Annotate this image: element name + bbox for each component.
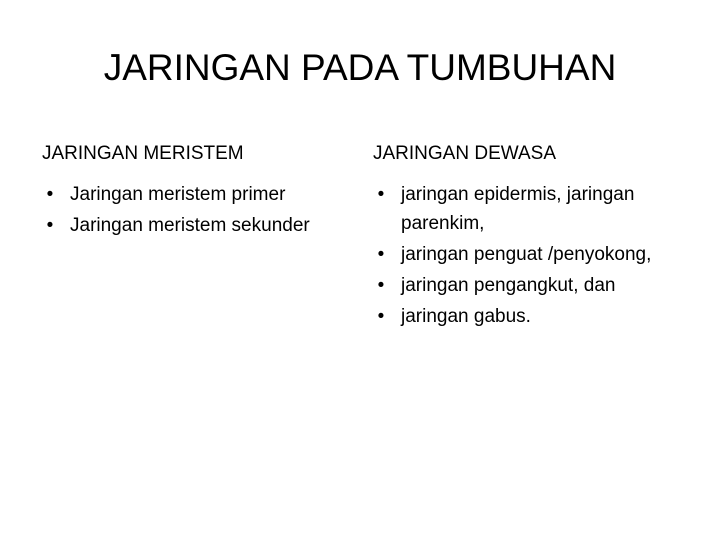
list-item-text: jaringan pengangkut, dan: [401, 275, 616, 296]
bullet-icon: •: [377, 244, 385, 265]
bullet-icon: •: [46, 215, 54, 236]
list-item: [373, 271, 683, 300]
left-column-heading: JARINGAN MERISTEM: [42, 143, 244, 164]
list-item: [42, 180, 342, 209]
slide-title: JARINGAN PADA TUMBUHAN: [103, 47, 617, 88]
right-column: [373, 140, 683, 333]
list-item-text: jaringan gabus.: [401, 306, 531, 327]
list-item: [42, 211, 342, 240]
list-item-text: jaringan epidermis, jaringan parenkim,: [401, 184, 635, 234]
right-bullet-list: [373, 180, 683, 331]
bullet-icon: •: [377, 275, 385, 296]
list-item: [373, 302, 683, 331]
list-item-text: jaringan penguat /penyokong,: [401, 244, 652, 265]
right-column-heading: JARINGAN DEWASA: [373, 143, 556, 164]
bullet-icon: •: [377, 306, 385, 327]
left-column: [42, 140, 342, 242]
list-item-text: Jaringan meristem sekunder: [70, 215, 310, 236]
list-item-text: Jaringan meristem primer: [70, 184, 286, 205]
list-item: [373, 240, 683, 269]
bullet-icon: •: [377, 184, 385, 205]
list-item: [373, 180, 683, 238]
left-bullet-list: [42, 180, 342, 240]
bullet-icon: •: [46, 184, 54, 205]
